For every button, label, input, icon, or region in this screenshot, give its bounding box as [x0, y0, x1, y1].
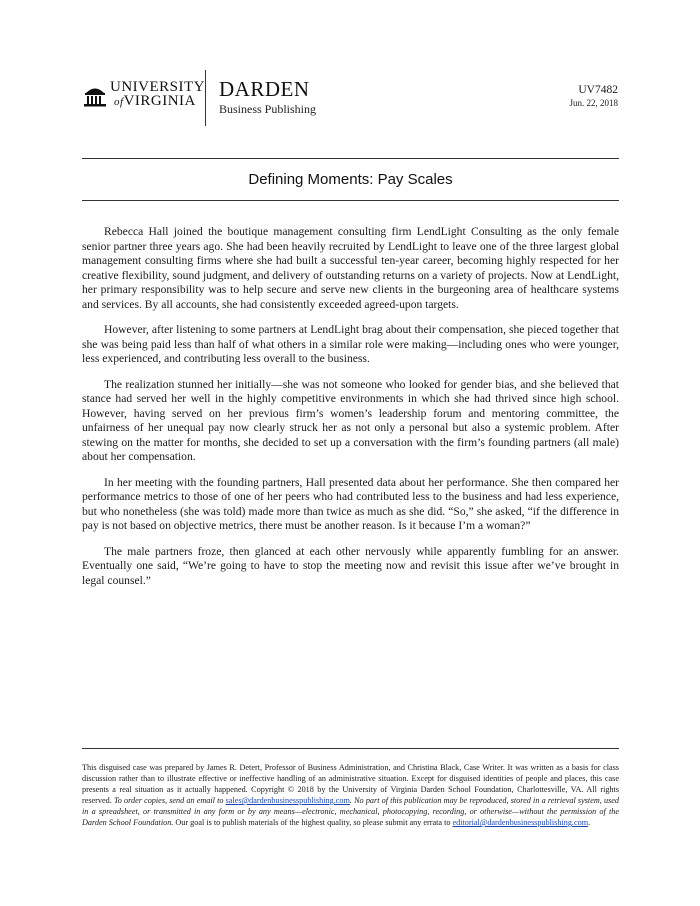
footnote-rule [82, 748, 619, 749]
darden-subtitle: Business Publishing [219, 102, 317, 116]
virginia-wordmark: ofVIRGINIA [114, 93, 196, 109]
document-body [82, 225, 619, 599]
footnote: This disguised case was prepared by James R. Detert, Professor of Business Administration, and Christina Black, Case Writer. It was written as a basis for class discussion rather than to illustrate effective or ineffective handling of an administrative situation. Except for disguised identities of people and places, this case presents a real situation as it actually happened. Copyright © 2018 by the University of Virginia Darden School Foundation, Charlottesville, VA. All rights reserved. To order copies, send an email to sales@dardenbusinesspublishing.com. No part of this publication may be reproduced, stored in a retrieval system, used in a spreadsheet, or transmitted in any form or by any means—electronic, mechanical, photocopying, recording, or otherwise—without the permission of the Darden School Foundation. Our goal is to publish materials of the highest quality, so please submit any errata to editorial@dardenbusinesspublishing.com. [82, 763, 619, 827]
rotunda-icon [84, 84, 106, 108]
title-rule-bottom [82, 200, 619, 201]
paragraph: However, after listening to some partners at LendLight brag about their compensation, she pieced together that she was being paid less than half of what others in a similar role were making—including ones who were younger, less experienced, and contributing less overall to the business. [82, 323, 619, 365]
darden-wordmark: DARDEN [219, 77, 310, 101]
case-date: Jun. 22, 2018 [569, 98, 618, 108]
title-rule-top [82, 158, 619, 159]
sales-email-link[interactable]: sales@dardenbusinesspublishing.com [225, 796, 350, 805]
paragraph: In her meeting with the founding partners, Hall presented data about her performance. She then compared her performance metrics to those of one of her peers who had contributed less to the business and had less experience, but who nonetheless (she was told) made more than twice as much as she did. “So,” she asked, “if the difference in pay is not based on objective metrics, there must be another reason. Is it because I’m a woman?” [82, 475, 619, 532]
paragraph: The male partners froze, then glanced at each other nervously while apparently fumbling for an answer. Eventually one said, “We’re going to have to stop the meeting now and revisit this issue after we’ve brought in legal counsel.” [82, 544, 619, 587]
paragraph: The realization stunned her initially—she was not someone who looked for gender bias, and she believed that stance had served her well in the highly competitive environments in which she had thrived since high school. However, having served on her previous firm’s women’s leadership forum and mentoring committee, the unfairness of her unequal pay now clearly struck her as not only a personal but also a systemic problem. After stewing on the matter for months, she decided to set up a conversation with the firm’s founding partners (all male) about her compensation. [82, 377, 619, 463]
paragraph: Rebecca Hall joined the boutique management consulting firm LendLight Consulting as the only female senior partner three years ago. She had been heavily recruited by LendLight to leave one of the three largest global management consulting firms where she had built a successful ten-year career, becoming highly respected for her creative flexibility, sound judgment, and delivery of outstanding returns on a variety of projects. Now at LendLight, her primary responsibility was to help secure and serve new clients in the burgeoning area of healthcare systems and services. By all accounts, she had consistently exceeded agreed-upon targets. [82, 225, 619, 311]
uva-logo [84, 79, 205, 112]
document-title: Defining Moments: Pay Scales [248, 171, 453, 188]
logo-divider [205, 70, 206, 126]
university-wordmark: UNIVERSITY [110, 79, 205, 95]
page-header [0, 0, 700, 150]
errata-email-link[interactable]: editorial@dardenbusinesspublishing.com [452, 818, 589, 827]
case-number: UV7482 [578, 84, 618, 96]
